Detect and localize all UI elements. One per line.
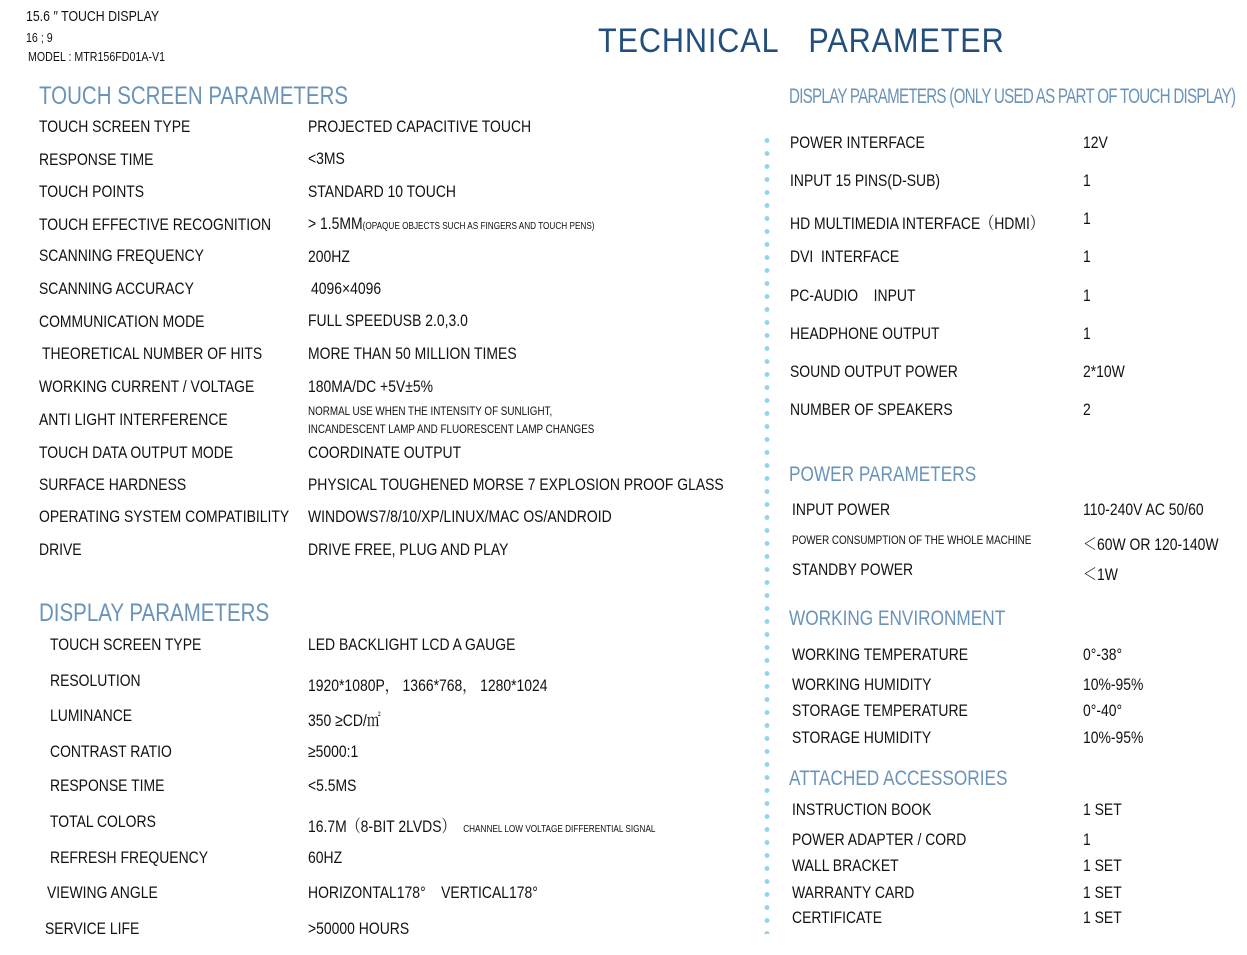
power-row-value: ＜60W OR 120-140W bbox=[1083, 535, 1219, 554]
column-divider bbox=[764, 134, 770, 934]
display-row-label: TOTAL COLORS bbox=[50, 812, 156, 831]
touch-row-value: <3MS bbox=[308, 149, 345, 168]
display-aux-row-value: 1 bbox=[1083, 209, 1091, 228]
touch-row-label: TOUCH SCREEN TYPE bbox=[39, 117, 191, 136]
touch-row-value: 200HZ bbox=[308, 247, 350, 266]
power-row-value: ＜1W bbox=[1083, 565, 1118, 584]
touch-row-label: DRIVE bbox=[39, 540, 82, 559]
display-size-label: 15.6 ′′ TOUCH DISPLAY bbox=[26, 8, 160, 25]
power-row-label: INPUT POWER bbox=[792, 500, 891, 519]
display-aux-row-value: 1 bbox=[1083, 286, 1091, 305]
accessory-row-value: 1 SET bbox=[1083, 800, 1122, 819]
accessory-row-value: 1 SET bbox=[1083, 883, 1122, 902]
display-aux-row-label: INPUT 15 PINS(D-SUB) bbox=[790, 171, 941, 190]
touch-row-label: COMMUNICATION MODE bbox=[39, 312, 205, 331]
power-row-value: 110-240V AC 50/60 bbox=[1083, 500, 1204, 519]
accessory-row-label: WALL BRACKET bbox=[792, 856, 899, 875]
display-row-label: SERVICE LIFE bbox=[45, 919, 140, 938]
touch-row-label: WORKING CURRENT / VOLTAGE bbox=[39, 377, 255, 396]
environment-row-value: 0°-40° bbox=[1083, 701, 1123, 720]
power-row-label: STANDBY POWER bbox=[792, 560, 914, 579]
display-section-title: DISPLAY PARAMETERS bbox=[39, 599, 270, 627]
touch-row-value: PHYSICAL TOUGHENED MORSE 7 EXPLOSION PROOF GLASS bbox=[308, 475, 724, 494]
accessory-row-value: 1 bbox=[1083, 830, 1091, 849]
model-label: MODEL : MTR156FD01A-V1 bbox=[28, 49, 166, 64]
accessory-row-label: CERTIFICATE bbox=[792, 908, 883, 927]
accessory-row-value: 1 SET bbox=[1083, 908, 1122, 927]
aspect-ratio-label: 16 ; 9 bbox=[26, 30, 53, 45]
touch-row-label: TOUCH DATA OUTPUT MODE bbox=[39, 443, 234, 462]
display-row-label: REFRESH FREQUENCY bbox=[50, 848, 209, 867]
display-aux-section-title: DISPLAY PARAMETERS (ONLY USED AS PART OF TOUCH DISPLAY) bbox=[789, 85, 1236, 108]
display-aux-row-label: DVI INTERFACE bbox=[790, 247, 900, 266]
display-row-label: RESOLUTION bbox=[50, 671, 141, 690]
environment-row-value: 0°-38° bbox=[1083, 645, 1123, 664]
page-title: TECHNICAL PARAMETER bbox=[598, 22, 1005, 60]
touch-row-label: ANTI LIGHT INTERFERENCE bbox=[39, 410, 228, 429]
display-row-note: CHANNEL LOW VOLTAGE DIFFERENTIAL SIGNAL bbox=[463, 824, 656, 835]
touch-row-value: WINDOWS7/8/10/XP/LINUX/MAC OS/ANDROID bbox=[308, 507, 612, 526]
display-row-value: >50000 HOURS bbox=[308, 919, 410, 938]
accessory-row-label: INSTRUCTION BOOK bbox=[792, 800, 932, 819]
display-row-value: 350 ≥CD/㎡ bbox=[308, 711, 381, 730]
environment-section-title: WORKING ENVIRONMENT bbox=[789, 607, 1006, 630]
touch-row-value: > 1.5MM(OPAQUE OBJECTS SUCH AS FINGERS AND TOUCH PENS) bbox=[308, 214, 595, 233]
display-row-label: LUMINANCE bbox=[50, 706, 133, 725]
environment-row-value: 10%-95% bbox=[1083, 675, 1144, 694]
touch-screen-section-title: TOUCH SCREEN PARAMETERS bbox=[39, 82, 349, 110]
display-row-label: VIEWING ANGLE bbox=[47, 883, 158, 902]
display-row-value: HORIZONTAL178° VERTICAL178° bbox=[308, 883, 538, 902]
display-aux-row-value: 2*10W bbox=[1083, 362, 1125, 381]
display-aux-row-label: HEADPHONE OUTPUT bbox=[790, 324, 940, 343]
environment-row-label: STORAGE TEMPERATURE bbox=[792, 701, 968, 720]
touch-row-value: MORE THAN 50 MILLION TIMES bbox=[308, 344, 517, 363]
power-row-label: POWER CONSUMPTION OF THE WHOLE MACHINE bbox=[792, 533, 1032, 547]
display-aux-row-value: 12V bbox=[1083, 133, 1108, 152]
display-aux-row-label: PC-AUDIO INPUT bbox=[790, 286, 916, 305]
touch-row-value: FULL SPEEDUSB 2.0,3.0 bbox=[308, 311, 468, 330]
touch-row-label: SCANNING FREQUENCY bbox=[39, 246, 204, 265]
power-section-title: POWER PARAMETERS bbox=[789, 463, 977, 486]
display-row-value: 1920*1080P， 1366*768， 1280*1024 bbox=[308, 676, 548, 695]
display-aux-row-value: 2 bbox=[1083, 400, 1091, 419]
display-aux-row-label: SOUND OUTPUT POWER bbox=[790, 362, 958, 381]
display-aux-row-value: 1 bbox=[1083, 171, 1091, 190]
display-row-value: 60HZ bbox=[308, 848, 343, 867]
touch-row-label: OPERATING SYSTEM COMPATIBILITY bbox=[39, 507, 290, 526]
touch-row-value: COORDINATE OUTPUT bbox=[308, 443, 462, 462]
touch-row-value: PROJECTED CAPACITIVE TOUCH bbox=[308, 117, 532, 136]
environment-row-value: 10%-95% bbox=[1083, 728, 1144, 747]
touch-row-label: THEORETICAL NUMBER OF HITS bbox=[42, 344, 263, 363]
display-aux-row-label: HD MULTIMEDIA INTERFACE（HDMI） bbox=[790, 214, 1044, 233]
display-row-label: CONTRAST RATIO bbox=[50, 742, 172, 761]
accessories-section-title: ATTACHED ACCESSORIES bbox=[789, 767, 1008, 790]
touch-row-value: 4096×4096 bbox=[311, 279, 382, 298]
display-aux-row-value: 1 bbox=[1083, 247, 1091, 266]
touch-row-label: SCANNING ACCURACY bbox=[39, 279, 194, 298]
accessory-row-value: 1 SET bbox=[1083, 856, 1122, 875]
environment-row-label: STORAGE HUMIDITY bbox=[792, 728, 932, 747]
touch-row-label: TOUCH EFFECTIVE RECOGNITION bbox=[39, 215, 272, 234]
display-row-value: ≥5000:1 bbox=[308, 742, 359, 761]
touch-row-value: DRIVE FREE, PLUG AND PLAY bbox=[308, 540, 509, 559]
accessory-row-label: POWER ADAPTER / CORD bbox=[792, 830, 967, 849]
display-aux-row-label: NUMBER OF SPEAKERS bbox=[790, 400, 953, 419]
display-row-label: RESPONSE TIME bbox=[50, 776, 165, 795]
touch-row-value: 180MA/DC +5V±5% bbox=[308, 377, 434, 396]
touch-row-value: INCANDESCENT LAMP AND FLUORESCENT LAMP CHANGES bbox=[308, 422, 595, 436]
environment-row-label: WORKING HUMIDITY bbox=[792, 675, 932, 694]
display-aux-row-label: POWER INTERFACE bbox=[790, 133, 925, 152]
display-row-value: <5.5MS bbox=[308, 776, 357, 795]
touch-row-label: TOUCH POINTS bbox=[39, 182, 145, 201]
environment-row-label: WORKING TEMPERATURE bbox=[792, 645, 969, 664]
touch-row-label: RESPONSE TIME bbox=[39, 150, 154, 169]
display-aux-row-value: 1 bbox=[1083, 324, 1091, 343]
accessory-row-label: WARRANTY CARD bbox=[792, 883, 915, 902]
touch-row-value: NORMAL USE WHEN THE INTENSITY OF SUNLIGHT, bbox=[308, 404, 553, 418]
display-row-label: TOUCH SCREEN TYPE bbox=[50, 635, 202, 654]
touch-row-value: STANDARD 10 TOUCH bbox=[308, 182, 456, 201]
touch-row-note: (OPAQUE OBJECTS SUCH AS FINGERS AND TOUCH PENS) bbox=[362, 221, 595, 232]
display-row-value: LED BACKLIGHT LCD A GAUGE bbox=[308, 635, 516, 654]
touch-row-label: SURFACE HARDNESS bbox=[39, 475, 187, 494]
display-row-value: 16.7M（8-BIT 2LVDS） CHANNEL LOW VOLTAGE DIFFERENTIAL SIGNAL bbox=[308, 817, 656, 836]
